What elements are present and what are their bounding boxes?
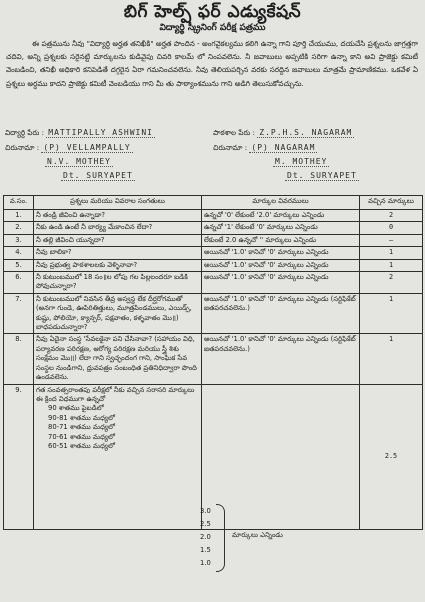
- header-score: వచ్చిన మార్కులు: [360, 196, 423, 210]
- row-score[interactable]: 1: [360, 247, 423, 259]
- row-score[interactable]: 2.5: [360, 384, 423, 529]
- header-marks: మార్కుల వివరములు: [202, 196, 360, 210]
- brace-icon: [216, 504, 225, 572]
- row-marks: [202, 384, 360, 529]
- row-marks: లేకుంటే 2.0 ఉన్నచో '' మార్కులు ఎన్నిండు: [202, 234, 360, 246]
- row-marks: ఉన్నచో '0' లేకుంటే '2.0' మార్కులు ఎన్నిండు: [202, 210, 360, 222]
- grade-note: మార్కులు ఎన్నిండు: [232, 531, 283, 539]
- screening-table: [3, 195, 423, 530]
- list-item: 70-61 శాతము మధ్యలో: [48, 432, 115, 441]
- school-info: [213, 127, 421, 181]
- page-subtitle: విద్యార్థి స్క్రీనింగ్ పరీక్ష పత్రము: [159, 23, 266, 33]
- school-name-label: పాఠశాల పేరు :: [213, 128, 255, 137]
- row-question-grades: [34, 384, 202, 529]
- row-marks: అయినచో '1.0' కానిచో '0' మార్కులు ఎన్నిండు: [202, 247, 360, 259]
- table-row: [4, 222, 423, 234]
- list-item: 60-51 శాతము మధ్యలో: [48, 441, 115, 450]
- list-item: 90 శాతము పైబడిలో: [48, 404, 104, 413]
- student-address-line-3: Dt. SURYAPET: [63, 171, 133, 180]
- row-marks: అయినచో '1.0' కానిచో '0' మార్కులు ఎన్నిండు: [202, 259, 360, 271]
- scale-value: 2.5: [200, 520, 211, 528]
- row-number: 9.: [4, 384, 34, 529]
- scale-value: 1.0: [200, 559, 211, 567]
- student-name-label: విద్యార్థి పేరు :: [5, 128, 44, 137]
- row-score[interactable]: 2: [360, 210, 423, 222]
- school-name-value: Z.P.H.S. NAGARAM: [259, 128, 353, 137]
- row-question: నీ తల్లి జీవించి యున్నదా?: [34, 234, 202, 246]
- table-row: [4, 272, 423, 294]
- row-marks: అయినచో '1.0' కానిచో '0' మార్కులు ఎన్నిండు: [202, 272, 360, 294]
- scale-value: 1.5: [200, 546, 211, 554]
- row-question: నీకు ఉండి ఉంటే నీ బార్య్య మేకాంచిన లేదా?: [34, 222, 202, 234]
- row-score[interactable]: 1: [360, 259, 423, 271]
- student-address-line-1: (P) VELLAMPALLY: [43, 143, 131, 152]
- row-number: 5.: [4, 259, 34, 271]
- row-number: 7.: [4, 293, 34, 334]
- row-marks: ఉన్నచో '1' లేకుంటే '0' మార్కులు ఎన్నిండు: [202, 222, 360, 234]
- row-number: 1.: [4, 210, 34, 222]
- row-score[interactable]: 2: [360, 272, 423, 294]
- school-address-label: చిరునామా :: [213, 143, 248, 152]
- grade-scale: [200, 505, 214, 570]
- row-question: నీవు ఏదైనా సంస్థ 'సేవలకైనా పని చేసినావా? (సహాయం విధి, పర్యావరణ పరిరక్షణ, ఆరోగ్య పరిరక్షణ మరియు స్త్రీ శిశు సంక్షేమం మొ॥) లేదా గాని స్వచ్ఛందంగ గాని, సాంఘిక సేవ సంస్థల నుండిగాని, ధ్రువపత్రం సంబంధిత ప్రతినిధిద్వారా పొంది ఉండవలెను.: [34, 334, 202, 384]
- page-title: బిగ్ హెల్ప్ ఫర్ ఎడ్యుకేషన్: [123, 2, 302, 22]
- scale-value: 3.0: [200, 507, 211, 515]
- table-row: [4, 259, 423, 271]
- row-question: నీ కుటుంబములో 18 సం॥ల లోపు గల పిల్లలందరూ బడికి పోవుచున్నారా?: [34, 272, 202, 294]
- table-row: [4, 210, 423, 222]
- scale-value: 2.0: [200, 533, 211, 541]
- row-number: 6.: [4, 272, 34, 294]
- instructions-paragraph: ఈ పత్రమును నీవు "విద్యార్థి అర్హత తనిఖీకి" అర్హత పొందిన - అంగవైకల్యము కలిగి ఉన్నా గాని పూర్తి చేయుము, దయచేసి ప్రశ్నలను జాగ్రత్తగా చదివి, అన్ని ప్రశ్నలకు సరైనట్టి మార్కులను కుడివైపు చివరి కాలమ్ లో నింపవలెను. నీ జవాబులు అప్పటికి సరిగా ఉన్నా కాని అవి ప్రాజెక్టు కమిటీ వెంబడించి, తనిఖీ అధికారి కనిపెడితే దగ్గరైన ఏరా గమనించవలెను. నీవు తెలియపర్చిన వరకు సరద్దిన జవాబులు మాత్రమే ప్రామాణికము. ఒకవేళ ఏ ప్రశ్నలు అర్థము కాదని ప్రాజెక్టు కమిటీ వెంబడియు గాని మీ తు పాఠ్యాంశమును గాని అడిగి తెలుసుకోవచ్చును.: [6, 39, 418, 88]
- school-address-line-3: Dt. SURYAPET: [287, 171, 357, 180]
- row-question: గత సంవత్సరాంతపు పరీక్షలో నీకు వచ్చిన సరాసరి మార్కులు ఈ క్రింద విధముగా ఉన్నచో: [36, 385, 195, 403]
- table-row: [4, 334, 423, 384]
- row-score[interactable]: 0: [360, 222, 423, 234]
- row-number: 2.: [4, 222, 34, 234]
- row-question: నీ కుటుంబములో నివసిన తీవ్ర అస్వస్థ లేక దీర్ఘరోగముతో (అనగా గుండె, ఊపిరితిత్తులు, మూత్రపిండములు, ఎయిడ్స్, కుష్టు, పోలియో, క్యాన్సర్, పక్షవాతం, కళ్ళవాతం మొ॥) బాధపడుచున్నారా?: [34, 293, 202, 334]
- header-question: ప్రశ్నలు మరియు వివరాల సంగతులు: [34, 196, 202, 210]
- row-question: నీ తండ్రి జీవించి ఉన్నాడా?: [34, 210, 202, 222]
- row-question: నీవు ప్రభుత్వ పాఠశాలలకు వెళ్ళినావా?: [34, 259, 202, 271]
- row-marks: అయినచో '1.0' కానిచో '0' మార్కులు ఎన్నిండు (సర్టిఫికేట్ జతపరచవలెను.): [202, 334, 360, 384]
- student-address-label: చిరునామా :: [5, 143, 40, 152]
- table-row: [4, 247, 423, 259]
- table-row: [4, 234, 423, 246]
- header-serial: వ.సం.: [4, 196, 34, 210]
- table-header-row: [4, 196, 423, 210]
- row-number: 3.: [4, 234, 34, 246]
- grade-list: [36, 404, 199, 451]
- student-info: [5, 127, 210, 181]
- school-address-line-1: (P) NAGARAM: [251, 143, 316, 152]
- row-marks: అయినచో '1.0' కానిచో '0' మార్కులు ఎన్నిండు (సర్టిఫికేట్ జతపరచవలెను.): [202, 293, 360, 334]
- row-number: 8.: [4, 334, 34, 384]
- list-item: 80-71 శాతము మధ్యలో: [48, 423, 115, 432]
- table-row: [4, 293, 423, 334]
- row-score[interactable]: —: [360, 234, 423, 246]
- student-name-value: MATTIPALLY ASHWINI: [48, 128, 153, 137]
- list-item: 90-81 శాతము మధ్యలో: [48, 413, 115, 422]
- school-address-line-2: M. MOTHEY: [275, 157, 328, 166]
- row-question: నీవు బాలికా?: [34, 247, 202, 259]
- student-address-line-2: N.V. MOTHEY: [47, 157, 111, 166]
- row-number: 4.: [4, 247, 34, 259]
- row-score[interactable]: 1: [360, 334, 423, 384]
- row-score[interactable]: 1: [360, 293, 423, 334]
